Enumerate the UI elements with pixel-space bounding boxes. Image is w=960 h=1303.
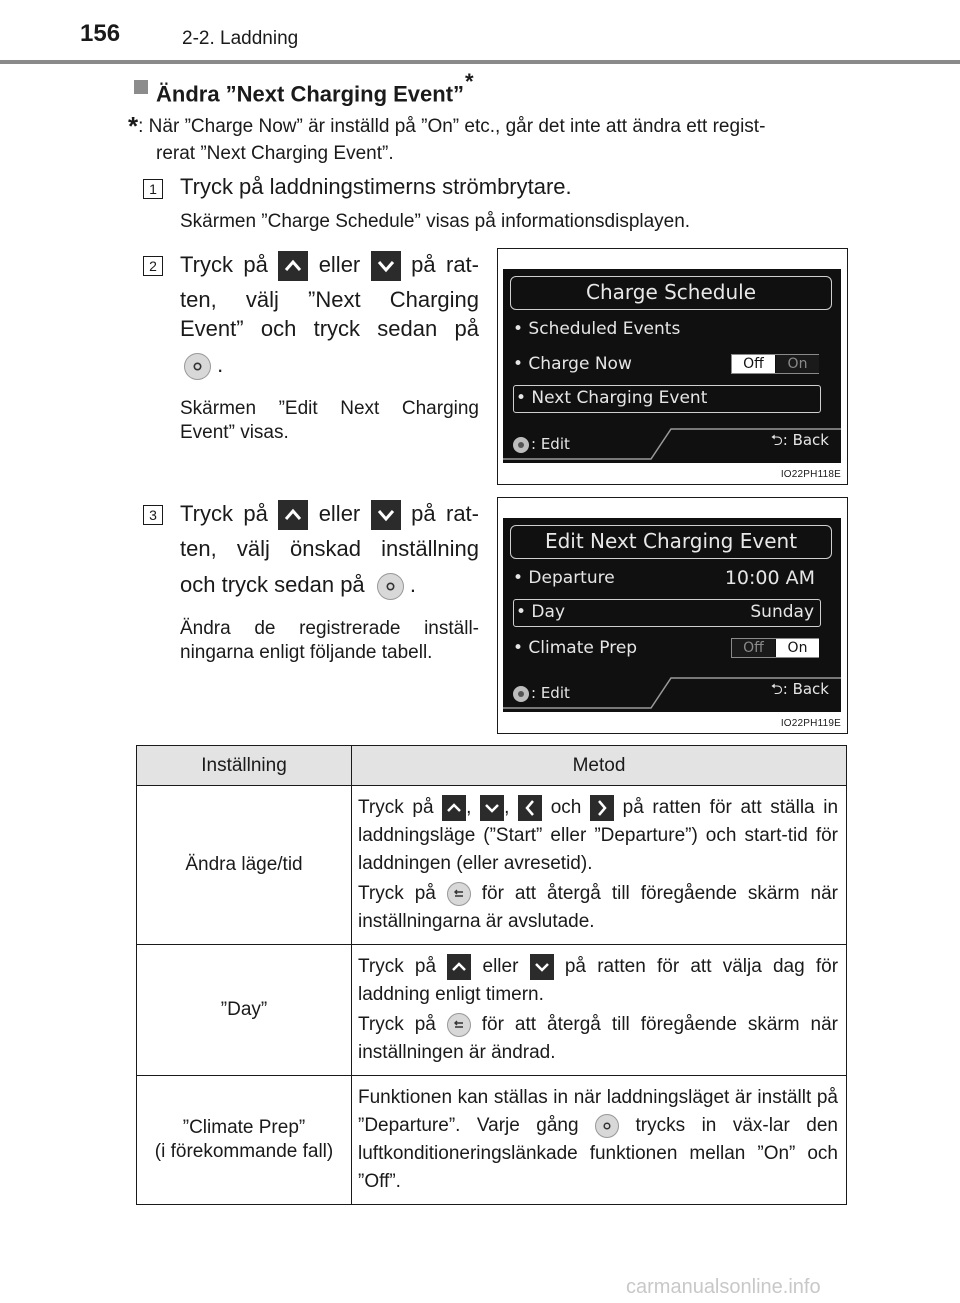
step-2-line-2: ten, välj ”Next Charging [180,287,479,312]
chevron-up-button-icon [442,795,466,821]
step-2-line-4 [180,349,479,381]
toggle-on: On [776,639,819,657]
toggle-on: On [776,355,819,373]
chevron-down-button-icon [371,500,401,530]
chevron-up-button-icon [447,954,471,980]
settings-table [136,745,847,1205]
menu-item-climate-prep [513,634,821,662]
text: Tryck på [358,1014,436,1035]
step-2-text [180,249,479,381]
table-row [137,786,847,945]
text: för att återgå till föregående skärm när inställningarna är avslutade. [358,883,838,932]
step-2-line-1 [180,249,479,283]
back-hint-label: : Back [782,431,829,449]
step-3-subtext-1: Ändra de registrerade inställ- [180,618,479,639]
setting-cell: ”Day” [137,945,352,1076]
menu-item-departure-label: • Departure [513,568,615,588]
chevron-right-button-icon [590,795,614,821]
screen-footer [503,425,841,463]
step-number-2: 2 [143,256,163,276]
back-button-icon [447,882,471,906]
setting-line-1: ”Climate Prep” [182,1117,306,1138]
method-paragraph [358,953,838,1009]
step-2-subtext [180,397,479,445]
text: Tryck på [358,956,437,977]
footnote [128,110,843,167]
footnote-text-1: : När ”Charge Now” är inställd på ”On” etc., går det inte att ändra ett regist- [138,116,766,137]
step-3-line-1 [180,498,479,532]
step-2-subtext-2: Event” visas. [180,422,289,443]
enter-button-icon [513,437,529,453]
departure-value: 10:00 AM [724,567,815,589]
text: Tryck på [358,883,436,904]
step-3-subtext-2: ningarna enligt följande tabell. [180,642,433,663]
back-arrow-icon: ⮌ [770,680,783,698]
step-2-part-b: eller [318,252,361,277]
screen-footer [503,674,841,712]
step-3-line-2: ten, välj önskad inställning [180,536,479,561]
step-3-part-b: eller [318,501,361,526]
chevron-up-button-icon [278,500,308,530]
figure-edit-next-charging-event [497,497,848,734]
heading-bullet [134,80,148,94]
menu-item-scheduled-events: • Scheduled Events [513,319,681,339]
menu-item-departure [513,564,821,592]
text: och [550,797,582,818]
menu-item-charge-now [513,350,821,378]
setting-line-2: (i förekommande fall) [154,1141,334,1162]
edit-hint [513,684,570,702]
enter-button-icon [377,573,404,600]
enter-button-icon [595,1114,619,1138]
screen-title: Charge Schedule [510,276,832,310]
watermark: carmanualsonline.info [626,1276,821,1298]
table-header-row [137,746,847,786]
step-1-subtext: Skärmen ”Charge Schedule” visas på informationsdisplayen. [180,211,691,232]
table-row [137,1076,847,1205]
step-3-subtext [180,617,479,665]
toggle-off: Off [732,355,775,373]
method-paragraph [358,880,838,936]
step-2-line-3: Event” och tryck sedan på [180,316,479,341]
text: trycks in väx-lar den luftkonditioneringslänkade funktionen mellan ”On” och ”Off”. [358,1115,838,1192]
screen-title: Edit Next Charging Event [510,525,832,559]
step-2-part-a: Tryck på [180,252,268,277]
step-1-text: Tryck på laddningstimerns strömbrytare. [180,174,572,199]
step-3-part-a: Tryck på [180,501,268,526]
text: Funktionen kan ställas in när laddningsläget är inställt på ”Departure”. Varje gång [358,1087,838,1136]
heading [156,69,474,107]
figure-charge-schedule [497,248,848,485]
menu-item-next-charging-event: • Next Charging Event [513,385,821,413]
screen-charge-schedule [503,269,841,463]
table-row [137,945,847,1076]
text: Tryck på [358,797,434,818]
step-2-part-c: på rat- [411,252,479,277]
text: , [504,797,510,818]
chevron-down-button-icon [371,251,401,281]
step-2-line-4-end: . [217,352,224,377]
method-paragraph [358,794,838,878]
menu-item-day-label: • Day [516,602,565,622]
footnote-line-2: rerat ”Next Charging Event”. [156,143,394,164]
footnote-asterisk: * [128,111,139,141]
step-3-text [180,498,479,601]
step-3-line-3-text: och tryck sedan på [180,572,365,597]
header-rule [0,60,960,64]
back-arrow-icon: ⮌ [770,431,783,449]
setting-cell [137,1076,352,1205]
text: på ratten för att ställa in laddningsläge (”Start” eller ”Departure”) och start-tid för laddningen (eller avresetid). [358,797,839,874]
chevron-down-button-icon [530,954,554,980]
back-hint [771,430,829,455]
step-number-3: 3 [143,505,163,525]
footnote-line-1 [128,110,843,140]
edit-hint-label: : Edit [531,684,570,702]
edit-hint-label: : Edit [531,435,570,453]
back-button-icon [447,1013,471,1037]
screen-edit-next-charging-event [503,518,841,712]
method-paragraph [358,1084,838,1196]
step-2-subtext-1: Skärmen ”Edit Next Charging [180,398,479,419]
method-cell [352,786,847,945]
setting-cell: Ändra läge/tid [137,786,352,945]
section-title: 2-2. Laddning [182,28,299,49]
step-3-part-c: på rat- [411,501,479,526]
step-3-line-3-end: . [409,572,417,597]
method-cell [352,945,847,1076]
method-cell [352,1076,847,1205]
charge-now-toggle [731,354,819,374]
figure-caption: IO22PH119E [780,718,841,729]
chevron-down-button-icon [480,795,504,821]
text: eller [482,956,519,977]
text: på ratten för att välja dag för laddning enligt timern. [358,956,839,1005]
column-header-setting: Inställning [137,746,352,786]
day-value: Sunday [750,602,814,622]
climate-prep-toggle [731,638,819,658]
enter-button-icon [184,353,211,380]
chevron-up-button-icon [278,251,308,281]
back-hint [771,679,829,704]
back-hint-label: : Back [782,680,829,698]
heading-text: Ändra ”Next Charging Event” [156,81,465,107]
figure-caption: IO22PH118E [780,469,841,480]
step-3-line-3 [180,569,479,601]
text: , [466,797,472,818]
step-number-1: 1 [143,179,163,199]
menu-item-charge-now-label: • Charge Now [513,354,632,374]
toggle-off: Off [732,639,775,657]
edit-hint [513,435,570,453]
text: för att återgå till föregående skärm när inställningen är ändrad. [358,1014,838,1063]
menu-item-climate-prep-label: • Climate Prep [513,638,638,658]
chevron-left-button-icon [518,795,542,821]
heading-asterisk: * [465,69,474,94]
page-number: 156 [80,20,121,47]
menu-item-day [513,599,821,627]
enter-button-icon [513,686,529,702]
column-header-method: Metod [352,746,847,786]
method-paragraph [358,1011,838,1067]
